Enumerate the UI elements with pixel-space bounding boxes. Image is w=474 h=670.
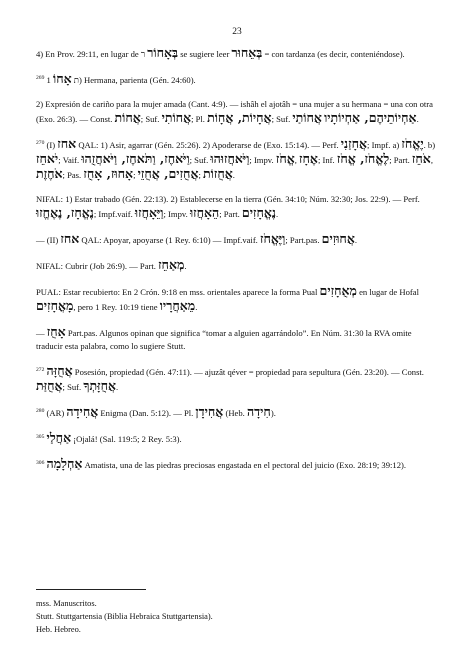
text-run: .: [416, 114, 419, 124]
hebrew-word: אֲחֻזַּת: [36, 378, 63, 393]
hebrew-word: אֶחָז: [299, 151, 318, 166]
text-run: (AR): [44, 408, 67, 418]
hebrew-word: אֱחֹז: [275, 151, 295, 166]
entry-number: 306: [36, 460, 45, 466]
footnote: Heb. Hebreo.: [36, 625, 81, 634]
text-run: ¡Ojalá! (Sal. 119:5; 2 Rey. 5:3).: [71, 434, 182, 444]
hebrew-word: אֲחוֹת: [114, 110, 141, 125]
paragraph-1: [36, 46, 438, 61]
text-run: NIFAL: 1) Estar trabado (Gén. 22:13). 2) Establecerse en la tierra (Gén. 34:10; Núm. 32:30; Jos. 22:9). — Perf.: [36, 194, 420, 204]
hebrew-word: וַיֹּאחֶז, וַתֹּאחֶז, וַיֹּאחֲזֻהוּ: [81, 151, 190, 166]
hebrew-word: נֶאֱחָז, נֶאֶחֱזוּ: [36, 205, 94, 220]
paragraph-8: [36, 284, 438, 314]
page-number: 23: [232, 27, 242, 37]
hebrew-word: יֶאֱחֹז: [401, 136, 424, 151]
hebrew-word: מֵאַחֲרָיו: [159, 298, 196, 313]
hebrew-word: בְּאָחוֹר: [147, 45, 179, 60]
hebrew-word: מָאֳחָזִים: [36, 298, 74, 313]
hebrew-word: אֲחֻזִים, אֲחֻזֵי: [137, 166, 199, 181]
hebrew-word: לֶאֱחֹז, אֱחֹז: [336, 151, 390, 166]
paragraph-13: [36, 457, 438, 472]
hebrew-word: אֲחוֹתַי: [292, 110, 322, 125]
paragraph-7: [36, 258, 438, 273]
text-run: (I): [44, 140, 58, 150]
text-run: ; Inf.: [317, 155, 337, 165]
hebrew-word: וַיֵּאָחֲזוּ: [134, 205, 164, 220]
hebrew-word: אָחֻז: [46, 324, 66, 339]
text-run: en lugar de Hofal: [356, 287, 419, 297]
text-run: ,: [430, 155, 433, 165]
entry-number: 269: [36, 75, 45, 81]
hebrew-word: וַיֹּאחֲזוּהוּ: [210, 151, 250, 166]
text-run: ; Part.: [389, 155, 412, 165]
text-run: .: [354, 235, 357, 245]
text-run: ; Pl.: [191, 114, 208, 124]
hebrew-word: יֹאחֵז: [36, 151, 59, 166]
text-run: .: [184, 261, 187, 271]
paragraph-4: [36, 137, 438, 182]
paragraph-3: [36, 98, 438, 126]
text-run: ; Impf. a): [367, 140, 402, 150]
text-run: 1) Hermana, parienta (Gén. 24:60).: [46, 75, 196, 85]
hebrew-word: אֲחָזַנִי: [340, 136, 368, 151]
text-run: .: [275, 209, 279, 219]
paragraph-10: [36, 364, 438, 394]
text-run: se sugiere leer: [178, 49, 232, 59]
text-run: ; Part.: [219, 209, 242, 219]
footnote-separator: [36, 589, 146, 590]
entry-number: 270: [36, 140, 45, 146]
hebrew-word: חִידָה: [246, 404, 271, 419]
paragraph-5: [36, 193, 438, 221]
paragraph-9: [36, 325, 438, 353]
footnotes: [36, 597, 436, 636]
hebrew-word: בְּאֵחוּר: [231, 45, 263, 60]
hebrew-word: אֲחֻזָּה: [46, 363, 73, 378]
text-run: .: [232, 170, 235, 180]
text-run: ; Suf.: [140, 114, 162, 124]
entry-number: 305: [36, 434, 45, 440]
hebrew-word: אֹחֶזֶת: [36, 166, 63, 181]
footnote: mss. Manuscritos.: [36, 599, 97, 608]
text-run: . b): [423, 140, 436, 150]
hebrew-word: נֶאֱחָזִים: [241, 205, 276, 220]
text-run: , pero 1 Rey. 10:19 tiene: [73, 302, 160, 312]
text-run: Posesión, propiedad (Gén. 47:11). — ajuzât qéver = propiedad para sepultura (Gén. 23:20). — Const.: [72, 367, 424, 377]
hebrew-word: אֲחִידָן: [195, 404, 224, 419]
text-run: ).: [270, 408, 276, 418]
hebrew-word: אָחוֹ: [53, 71, 72, 86]
text-run: ; Impv.: [163, 209, 190, 219]
text-run: 4) En Prov. 29:11, en lugar de ר: [36, 49, 148, 59]
text-run: ,: [294, 155, 300, 165]
hebrew-word: אֲחוֹתִי: [161, 110, 192, 125]
text-run: ; Vaif.: [58, 155, 82, 165]
hebrew-word: אַחְיוֹתֵיהֶם, אַחְיוֹתָיו: [324, 110, 417, 125]
text-run: ; Impf.vaif.: [93, 209, 135, 219]
hebrew-word: אָחוּז, אָחֻז: [83, 166, 134, 181]
text-run: PUAL: Estar recubierto: En 2 Crón. 9:18 en mss. orientales aparece la forma Pual: [36, 287, 320, 297]
paragraph-6: [36, 232, 438, 247]
text-run: —: [36, 328, 47, 338]
paragraph-2: [36, 72, 438, 87]
text-run: QAL: 1) Asir, agarrar (Gén. 25:26). 2) Apoderarse de (Exo. 15:14). — Perf.: [76, 140, 341, 150]
hebrew-word: אַחֲלַי: [46, 430, 72, 445]
hebrew-word: אֲחֻזוֹת: [203, 166, 233, 181]
hebrew-word: אֲחֻזָּתְךָ: [83, 378, 117, 393]
hebrew-word: מְאֻחָזִים: [319, 283, 357, 298]
text-run: (Heb.: [223, 408, 247, 418]
text-run: QAL: Apoyar, apoyarse (1 Rey. 6:10) — Impf.vaif.: [79, 235, 260, 245]
hebrew-word: אֹחֵז: [411, 151, 431, 166]
text-run: Enigma (Dan. 5:12). — Pl.: [98, 408, 196, 418]
text-run: Amatista, una de las piedras preciosas engastada en el pectoral del juicio (Exo. 28:19; 39:12).: [82, 460, 407, 470]
text-run: Part.pas. Algunos opinan que significa “tomar a alguien agarrándolo”. En Núm. 31:30 la RVA omite traducir esta palabra, como lo sugiere Stutt.: [36, 328, 412, 351]
hebrew-word: אֲחִידָה: [66, 404, 99, 419]
hebrew-word: מְאַחֵז: [158, 257, 185, 272]
hebrew-word: אחז: [60, 231, 80, 246]
entry-number: 280: [36, 408, 45, 414]
hebrew-word: אֲחוּזִים: [321, 231, 355, 246]
paragraph-12: [36, 431, 438, 446]
paragraph-11: [36, 405, 438, 420]
text-run: ; Impv.: [249, 155, 276, 165]
text-run: 2) Expresión de cariño para la mujer amada (Cant. 4:9). — ishâh el ajotâh = una mujer a su hermana = una con otra (Exo. 26:3). — Const.: [36, 99, 433, 124]
footnote: Stutt. Stuttgartensia (Biblia Hebraica Stuttgartensia).: [36, 612, 213, 621]
text-run: .: [195, 302, 198, 312]
text-run: ; Suf.: [271, 114, 293, 124]
text-run: ;: [133, 170, 138, 180]
text-run: — (II): [36, 235, 61, 245]
text-run: ; Suf.: [62, 382, 84, 392]
text-run: ; Pas.: [62, 170, 84, 180]
hebrew-word: אחז: [57, 136, 77, 151]
hebrew-word: אַחְלָמָה: [46, 456, 83, 471]
text-run: .: [116, 382, 119, 392]
hebrew-word: הֵאָחֲזוּ: [189, 205, 220, 220]
text-run: ת: [44, 75, 80, 85]
text-run: ; Part.pas.: [285, 235, 322, 245]
hebrew-word: וַיֶּאֱחֹז: [259, 231, 286, 246]
entry-number: 272: [36, 367, 45, 373]
text-run: ; Suf.: [189, 155, 211, 165]
text-run: = con tardanza (es decir, conteniéndose).: [262, 49, 405, 59]
text-run: NIFAL: Cubrir (Job 26:9). — Part.: [36, 261, 159, 271]
text-run: ;: [198, 170, 204, 180]
hebrew-word: אֲחָיוֹת, אֲחָוֹת: [207, 110, 272, 125]
